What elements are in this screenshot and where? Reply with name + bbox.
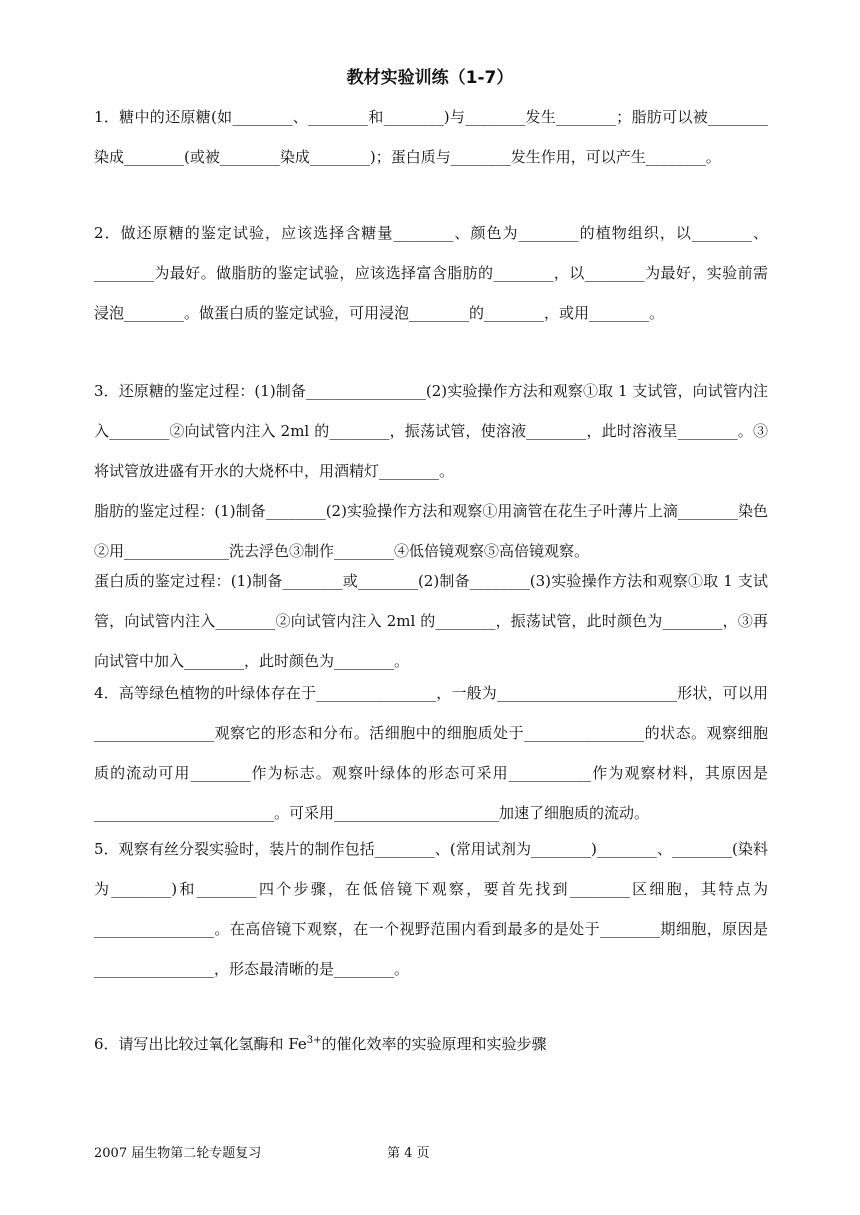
fat-test-procedure: 脂肪的鉴定过程：(1)制备________(2)实验操作方法和观察①用滴管在花生子叶薄片上滴________染色②用______________洗去浮色③制作________④低倍镜观察⑤高倍镜观察。 — [94, 502, 768, 560]
footer-page-number: 第 4 页 — [387, 1146, 430, 1161]
question-6-text-before: 6．请写出比较过氧化氢酶和 Fe — [94, 1035, 307, 1053]
protein-test-procedure: 蛋白质的鉴定过程：(1)制备________或________(2)制备________(3)实验操作方法和观察①取 1 支试管，向试管内注入________②向试管内注入 2ml 的________，振荡试管，此时颜色为________，③再向试管中加入________，此时颜色为________。 — [94, 572, 768, 670]
question-6-text-after: 的催化效率的实验原理和实验步骤 — [321, 1035, 547, 1053]
footer-course-label: 2007 届生物第二轮专题复习 — [94, 1146, 262, 1161]
question-2: 2．做还原糖的鉴定试验，应该选择含糖量________、颜色为________的植物组织，以________、________为最好。做脂肪的鉴定试验，应该选择富含脂肪的________，以________为最好，实验前需浸泡________。做蛋白质的鉴定试验，可用浸泡________的________，或用________。 — [94, 224, 768, 322]
question-1: 1．糖中的还原糖(如________、________和________)与________发生________；脂肪可以被________染成________(或被________染成________)；蛋白质与________发生作用，可以产生________。 — [94, 108, 768, 166]
question-5: 5．观察有丝分裂实验时，装片的制作包括________、(常用试剂为________)________、________(染料为________)和________四个步骤，在低倍镜下观察，要首先找到________区细胞，其特点为________________。在高倍镜下观察，在一个视野范围内看到最多的是处于________期细胞，原因是________________，形态最清晰的是________。 — [94, 840, 768, 978]
question-3: 3．还原糖的鉴定过程：(1)制备________________(2)实验操作方法和观察①取 1 支试管，向试管内注入________②向试管内注入 2ml 的________，振荡试管，使溶液________，此时溶液呈________。③将试管放进盛有开水的大烧杯中，用酒精灯________。 — [94, 382, 768, 480]
page-title: 教材实验训练（1-7） — [346, 68, 514, 88]
question-6 — [94, 1024, 768, 1064]
question-6-superscript: 3+ — [306, 1035, 322, 1046]
question-4: 4．高等绿色植物的叶绿体存在于________________，一般为________________________形状，可以用________________观察它的形态和分布。活细胞中的细胞质处于________________的状态。观察细胞质的流动可用________作为标志。观察叶绿体的形态可采用___________作为观察材料，其原因是________________________。可采用______________________加速了细胞质的流动。 — [94, 684, 768, 822]
